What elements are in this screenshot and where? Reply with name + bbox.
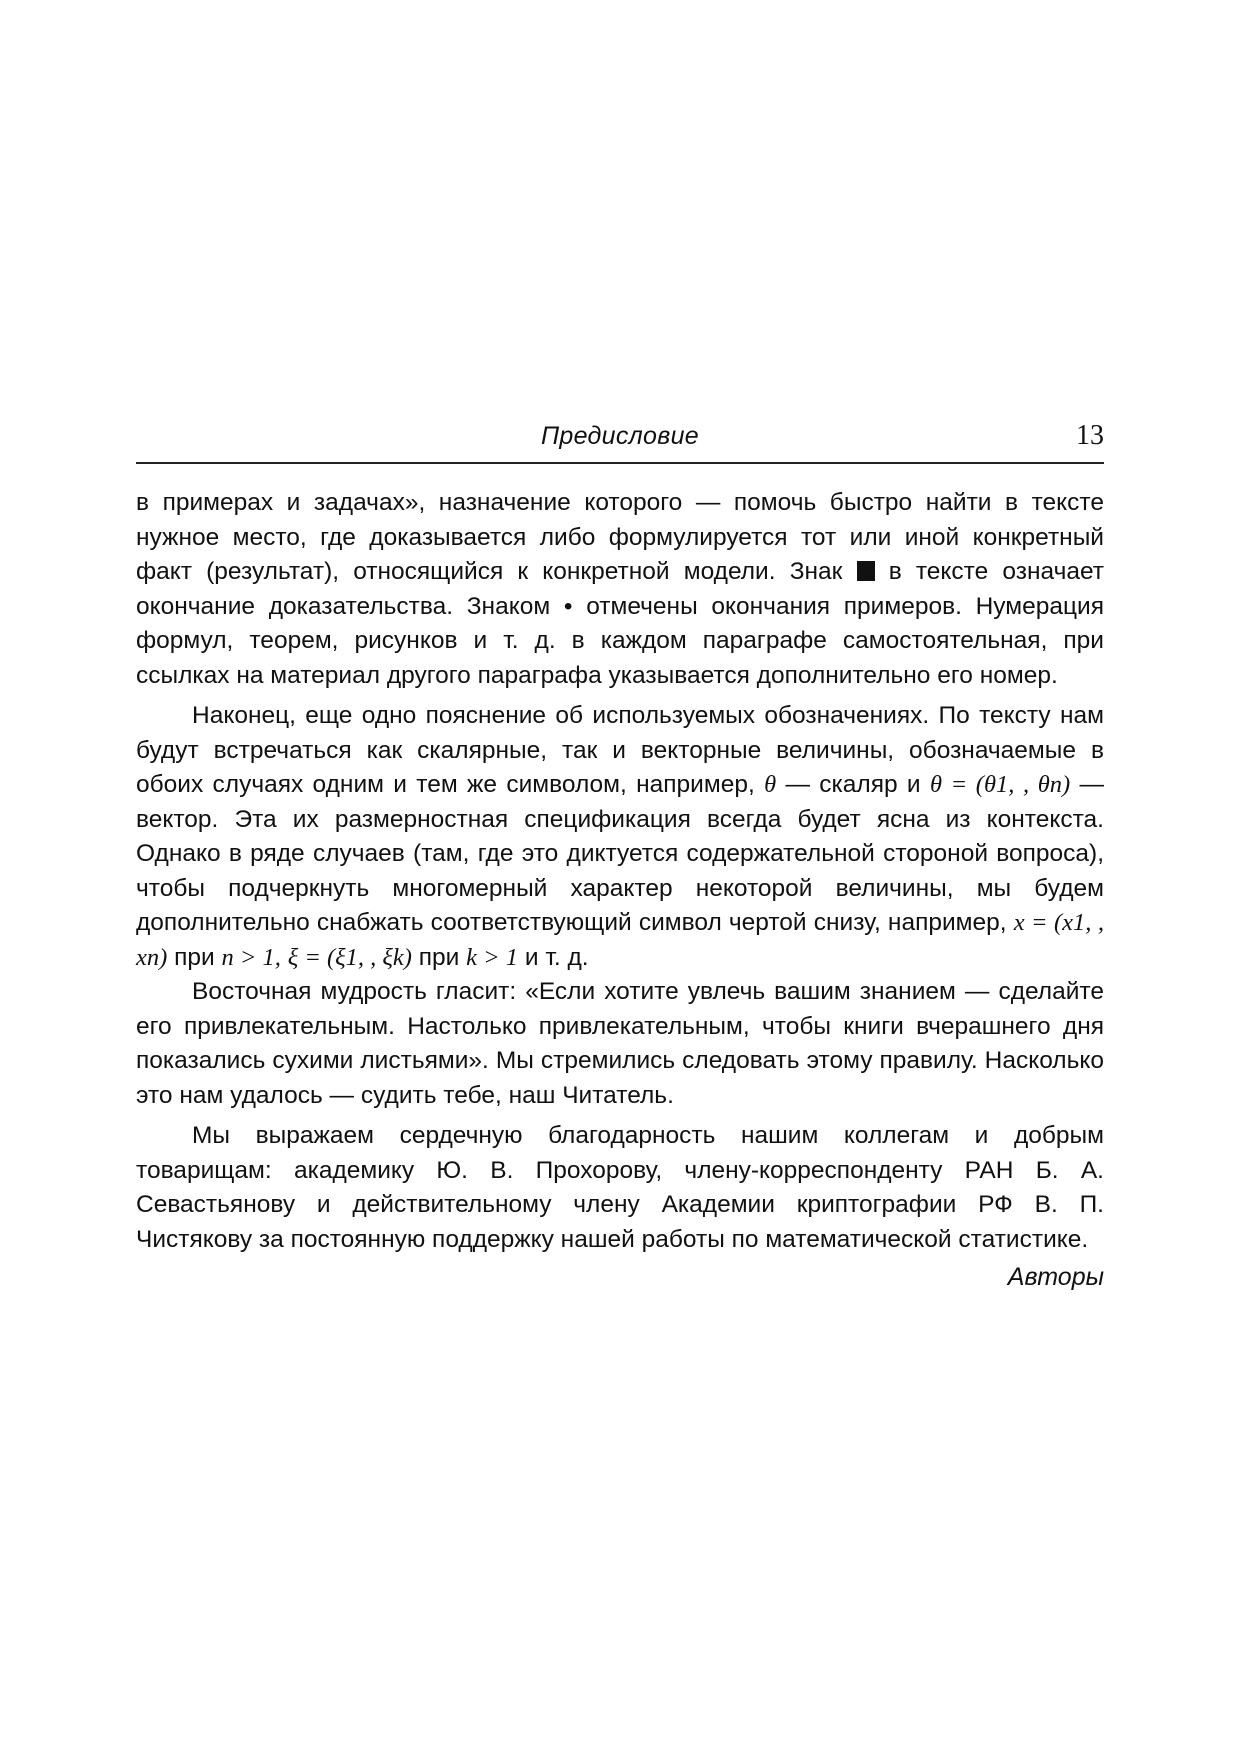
page-number: 13	[1076, 420, 1104, 451]
paragraph-1	[136, 486, 1104, 693]
running-title: Предисловие	[540, 422, 700, 450]
paragraph-3: Восточная мудрость гласит: «Если хотите увлечь вашим знанием — сделайте его привлекательным. Настолько привлекательным, чтобы книги вчерашнего дня показались сухими листьями». Мы стремились следовать этому правилу. Насколько это нам удалось — судить тебе, наш Читатель.	[136, 978, 1104, 1109]
paragraph-1-text-a: в примерах и задачах», назначение которого — помочь быстро найти в тексте нужное место, где доказывается либо формулируется тот или иной конкретный факт (результат), относящийся к конкретной модели. Знак	[136, 489, 1104, 585]
paragraph-1-text-b: в тексте означает окончание доказательства. Знаком • отмечены окончания примеров. Нумерация формул, теорем, рисунков и т. д. в каждом параграфе самостоятельная, при ссылках на материал другого параграфа указывается дополнительно его номер.	[136, 558, 1104, 689]
book-page	[136, 420, 1104, 1292]
x-vector-formula: x = (x1, , xn)	[136, 909, 1104, 971]
paragraph-4: Мы выражаем сердечную благодарность нашим коллегам и добрым товарищам: академику Ю. В. Прохорову, члену-корреспонденту РАН Б. А. Севастьянову и действительному члену Академии криптографии РФ В. П. Чистякову за постоянную поддержку нашей работы по математической статистике.	[136, 1122, 1104, 1253]
running-head	[136, 420, 1104, 460]
paragraph-2-text-d: при	[174, 943, 215, 971]
xi-vector-formula: ξ = (ξ1, , ξk)	[287, 943, 412, 971]
theta-symbol: θ	[764, 771, 777, 798]
paragraph-2-text-f: и т. д.	[524, 943, 589, 971]
body-text	[136, 486, 1104, 1292]
paragraph-2	[136, 699, 1104, 975]
k-condition: k > 1	[466, 943, 519, 971]
paragraph-2-text-c: — вектор. Эта их размерностная спецификация всегда будет ясна из контекста. Однако в ряде случаев (там, где это диктуется содержательной стороной вопроса), чтобы подчеркнуть многомерный характер некоторой величины, мы будем дополнительно снабжать соответствующий символ чертой снизу, например,	[136, 771, 1105, 936]
end-of-proof-square-icon	[857, 561, 875, 581]
signature: Авторы	[1007, 1263, 1104, 1291]
paragraph-2-text-a: Наконец, еще одно пояснение об используемых обозначениях. По тексту нам будут встречаться как скалярные, так и векторные величины, обозначаемые в обоих случаях одним и тем же символом, например,	[136, 702, 1104, 798]
paragraph-2-text-e: при	[418, 943, 460, 971]
theta-vector-formula: θ = (θ1, , θn)	[929, 771, 1071, 798]
paragraph-2-text-b: — скаляр и	[785, 771, 921, 798]
n-condition: n > 1,	[221, 943, 281, 971]
header-rule	[136, 462, 1104, 464]
